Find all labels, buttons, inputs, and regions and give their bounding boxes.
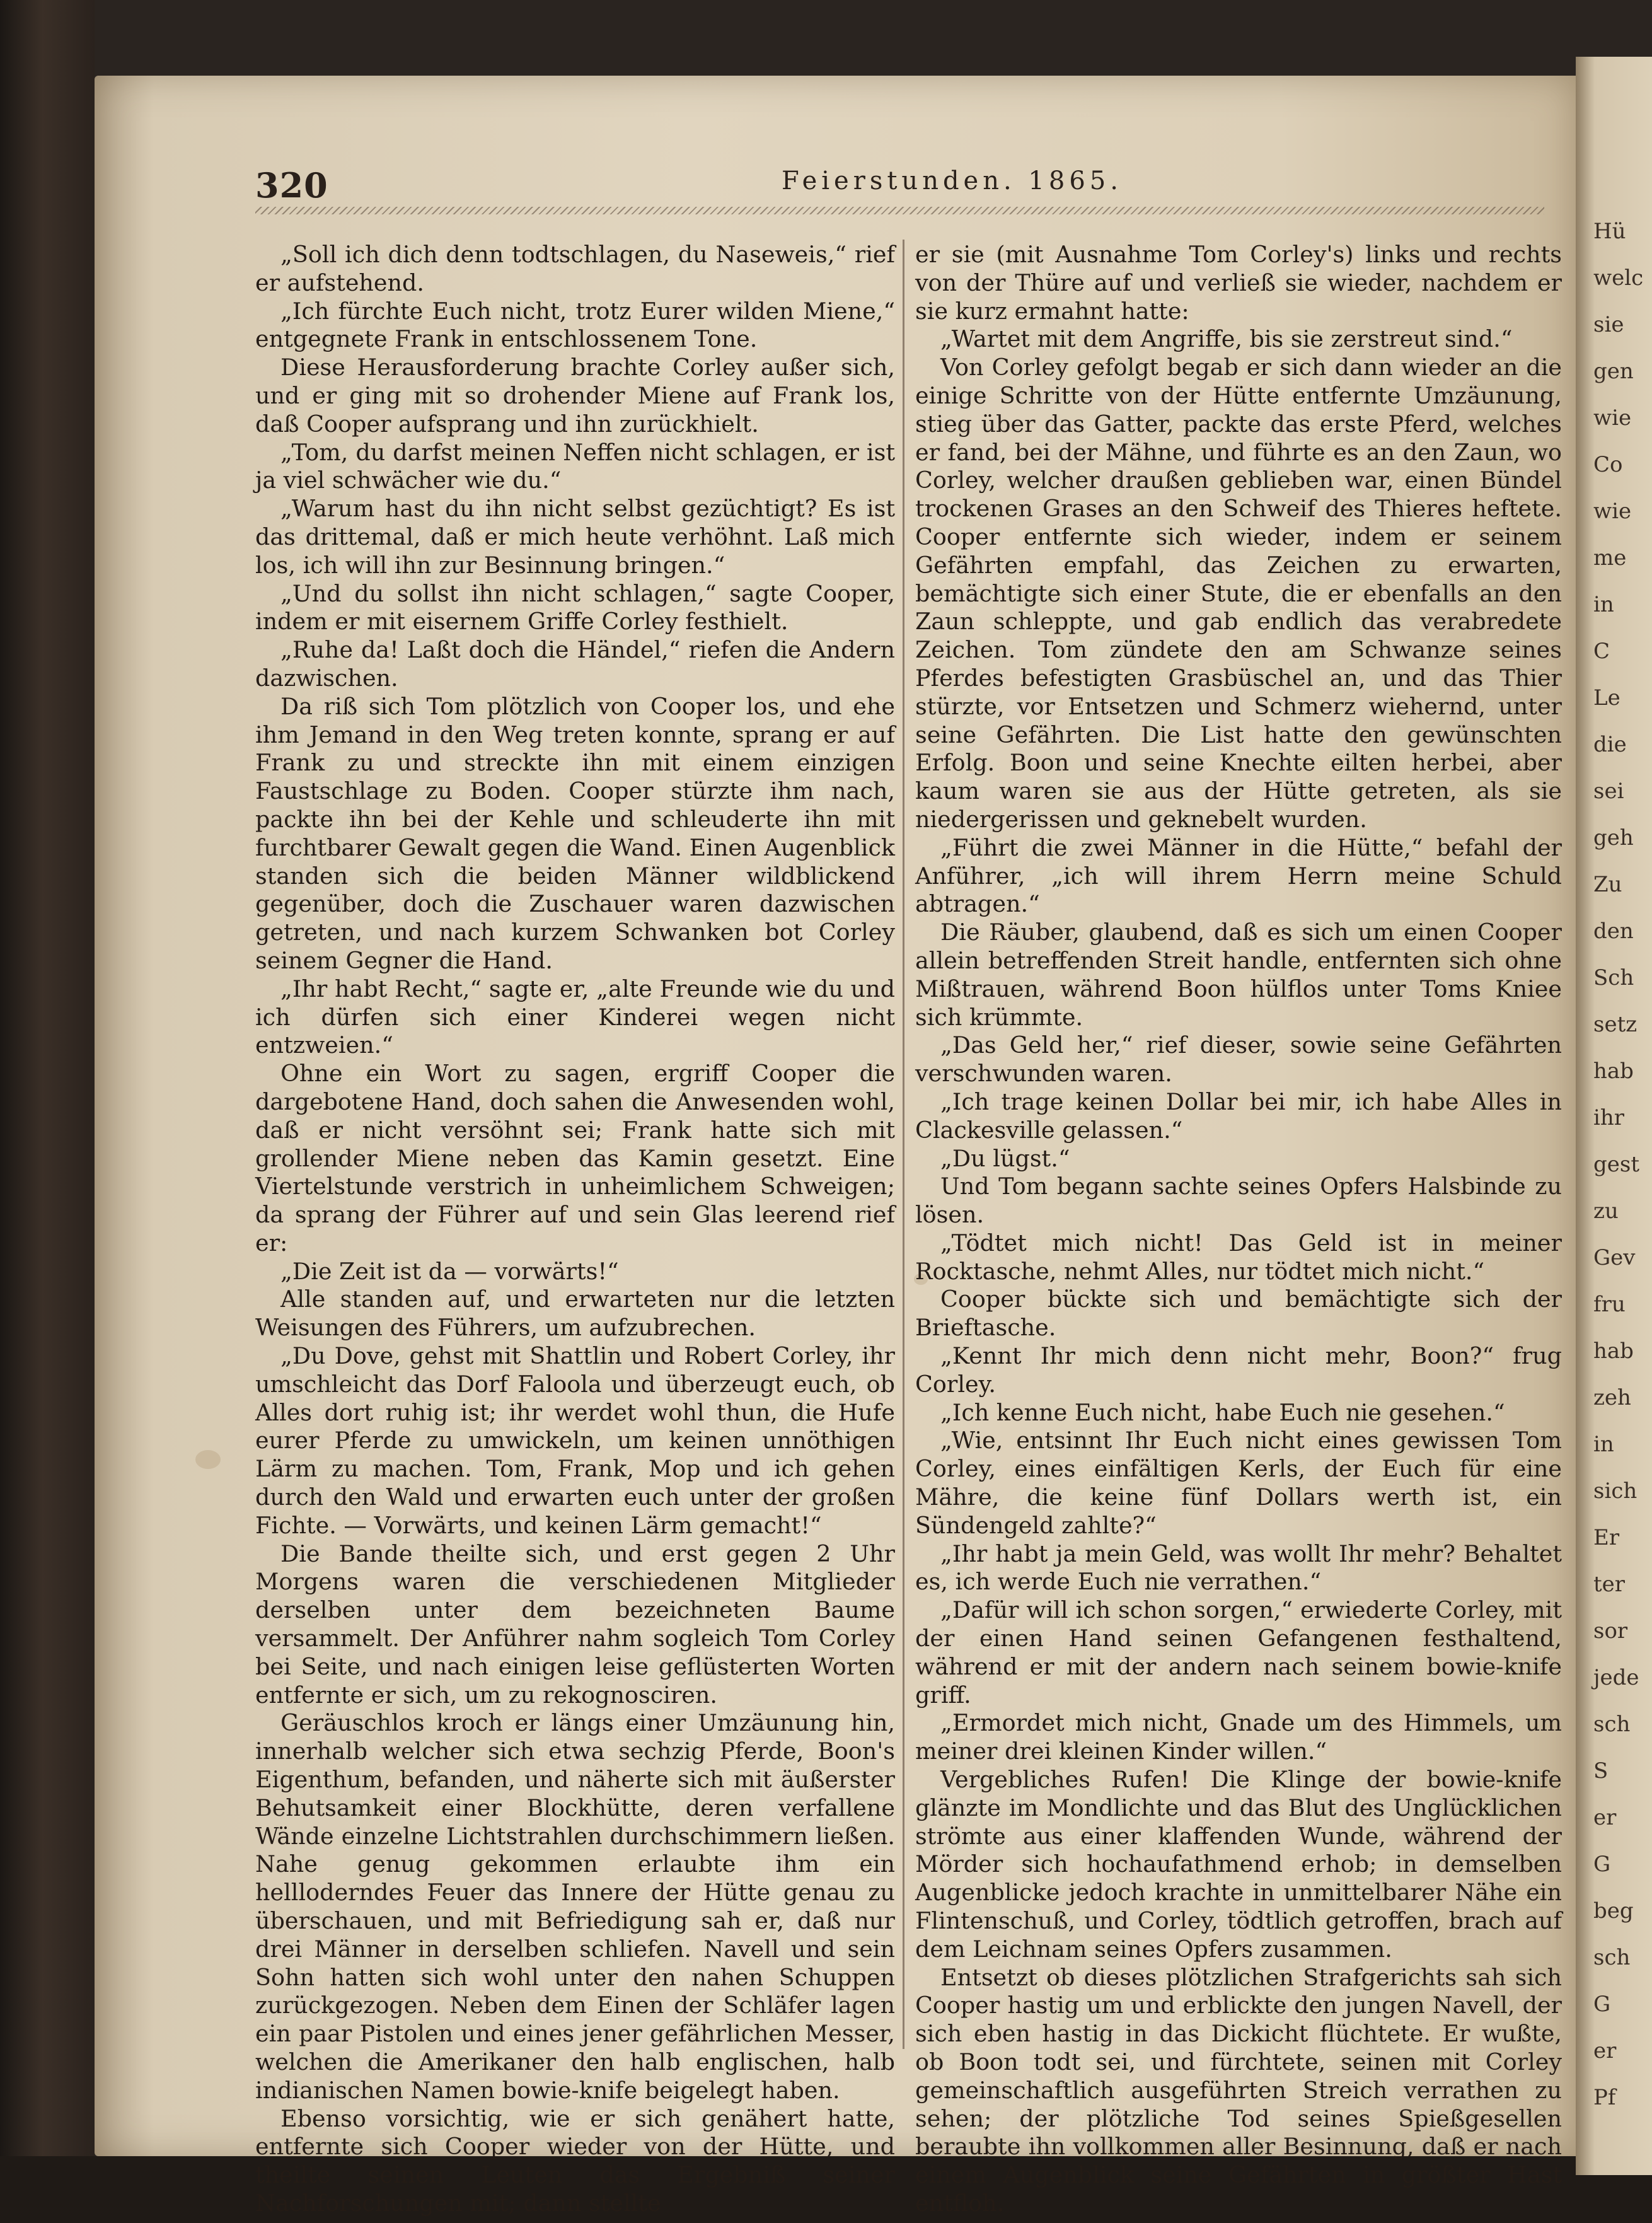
adjacent-page-fragment: G	[1593, 1852, 1611, 1877]
adjacent-page-fragment: wie	[1593, 405, 1632, 431]
adjacent-page-fragment: me	[1593, 545, 1627, 571]
adjacent-page-fragment: fru	[1593, 1292, 1626, 1317]
adjacent-page-fragment: die	[1593, 732, 1627, 757]
paragraph: „Die Zeit ist da — vorwärts!“	[280, 1257, 619, 1285]
adjacent-page-fragment: S	[1593, 1758, 1609, 1784]
adjacent-page-fragment: in	[1593, 592, 1614, 617]
adjacent-page-fragment: sch	[1593, 1945, 1631, 1970]
paragraph: „Tödtet mich nicht! Das Geld ist in meiner Rocktasche, nehmt Alles, nur tödtet mich nicht.“	[915, 1229, 1562, 1285]
adjacent-page-fragment: zu	[1593, 1199, 1619, 1224]
paragraph: „Dafür will ich schon sorgen,“ erwiederte Corley, mit der einen Hand seinen Gefangenen festhaltend, während er mit der andern nach seinem bowie-knife griff.	[915, 1596, 1562, 1709]
paragraph: „Ihr habt ja mein Geld, was wollt Ihr mehr? Behaltet es, ich werde Euch nie verrathen.“	[915, 1540, 1562, 1596]
adjacent-page-fragment: gest	[1593, 1152, 1639, 1177]
adjacent-page-fragment: sie	[1593, 312, 1624, 337]
paragraph: „Ich trage keinen Dollar bei mir, ich habe Alles in Clackesville gelassen.“	[915, 1088, 1562, 1144]
adjacent-page-fragment: hab	[1593, 1338, 1634, 1364]
adjacent-page-fragment: Le	[1593, 685, 1620, 711]
paragraph: Die Räuber, glaubend, daß es sich um einen Cooper allein betreffenden Streit handle, entfernten sich ohne Mißtrauen, während Boon hülflos unter Toms Kniee sich krümmte.	[915, 919, 1562, 1031]
paragraph: „Wartet mit dem Angriffe, bis sie zerstreut sind.“	[940, 325, 1513, 353]
adjacent-page-fragment: ihr	[1593, 1105, 1625, 1130]
adjacent-page-fragment: Er	[1593, 1525, 1620, 1550]
book-cover-left-edge	[0, 0, 95, 2223]
adjacent-page-fragment: er	[1593, 2038, 1617, 2063]
paper-stain	[195, 1450, 221, 1469]
paragraph: „Ich fürchte Euch nicht, trotz Eurer wilden Miene,“ entgegnete Frank in entschlossenem Tone.	[255, 297, 895, 353]
paragraph: Da riß sich Tom plötzlich von Cooper los, und ehe ihm Jemand in den Weg treten konnte, sprang er auf Frank zu und streckte ihn mit einem einzigen Faustschlage zu Boden. Cooper stürzte ihm nach, packte ihn bei der Kehle und schleuderte ihn mit furchtbarer Gewalt gegen die Wand. Einen Augenblick standen sich die beiden Männer wildblickend gegenüber, doch die Zuschauer waren dazwischen getreten, und nach kurzem Schwanken bot Corley seinem Gegner die Hand.	[255, 692, 895, 974]
paragraph: Diese Herausforderung brachte Corley außer sich, und er ging mit so drohender Miene auf Frank los, daß Cooper aufsprang und ihn zurückhielt.	[255, 354, 895, 438]
paragraph: Vergebliches Rufen! Die Klinge der bowie-knife glänzte im Mondlichte und das Blut des Unglücklichen strömte aus einer klaffenden Wunde, während der Mörder sich hochaufathmend erhob; in demselben Augenblicke jedoch krachte in unmittelbarer Nähe ein Flintenschuß, und Corley, tödtlich getroffen, brach auf dem Leichnam seines Opfers zusammen.	[915, 1766, 1562, 1963]
paragraph: „Du Dove, gehst mit Shattlin und Robert Corley, ihr umschleicht das Dorf Faloola und überzeugt euch, ob Alles dort ruhig ist; ihr werdet wohl thun, die Hufe eurer Pferde zu umwickeln, um keinen unnöthigen Lärm zu machen. Tom, Frank, Mop und ich gehen durch den Wald und erwarten euch unter der großen Fichte. — Vorwärts, und keinen Lärm gemacht!“	[255, 1342, 895, 1539]
paragraph: Entsetzt ob dieses plötzlichen Strafgerichts sah sich Cooper hastig um und erblickte den jungen Navell, der sich eben hastig in das Dickicht flüchtete. Er wußte, ob Boon todt sei, und fürchtete, seinen mit Corley gemeinschaftlich ausgeführten Streich verrathen zu sehen; der plötzliche Tod seines Spießgesellen beraubte ihn vollkommen aller Besinnung, daß er nach einem Augenblick seine Gefährten in größter Hast entfloh.	[915, 1963, 1562, 2217]
paragraph: „Kennt Ihr mich denn nicht mehr, Boon?“ frug Corley.	[915, 1342, 1562, 1398]
text-column-left	[255, 241, 895, 2217]
paragraph: „Soll ich dich denn todtschlagen, du Naseweis,“ rief er aufstehend.	[255, 241, 895, 296]
paragraph: Von Corley gefolgt begab er sich dann wieder an die einige Schritte von der Hütte entfernte Umzäunung, stieg über das Gatter, packte das erste Pferd, welches er fand, bei der Mähne, und führte es an den Zaun, wo Corley, welcher draußen geblieben war, einen Bündel trockenen Grases an den Schweif des Thieres heftete. Cooper entfernte sich wieder, indem er seinem Gefährten empfahl, das Zeichen zu erwarten, bemächtigte sich einer Stute, die er ebenfalls an den Zaun schleppte, und gab endlich das verabredete Zeichen. Tom zündete den am Schwanze seines Pferdes befestigten Grasbüschel an, und das Thier stürzte, vor Entsetzen und Schmerz wiehernd, unter seine Gefährten. Die List hatte den gewünschten Erfolg. Boon und seine Knechte eilten herbei, aber kaum waren sie aus der Hütte getreten, als sie niedergerissen und geknebelt wurden.	[915, 354, 1562, 833]
adjacent-page-fragment: den	[1593, 919, 1634, 944]
paragraph: „Ihr habt Recht,“ sagte er, „alte Freunde wie du und ich dürfen sich einer Kinderei wegen nicht entzweien.“	[255, 975, 895, 1059]
adjacent-page-fragment: zeh	[1593, 1385, 1631, 1410]
paragraph: Alle standen auf, und erwarteten nur die letzten Weisungen des Führers, um aufzubrechen.	[255, 1286, 895, 1342]
paragraph: „Warum hast du ihn nicht selbst gezüchtigt? Es ist das drittemal, daß er mich heute verhöhnt. Laß mich los, ich will ihn zur Besinnung bringen.“	[255, 495, 895, 579]
paragraph: „Und du sollst ihn nicht schlagen,“ sagte Cooper, indem er mit eisernem Griffe Corley festhielt.	[255, 579, 895, 636]
adjacent-page-edge	[1576, 57, 1652, 2175]
adjacent-page-fragment: geh	[1593, 825, 1634, 850]
adjacent-page-fragment: in	[1593, 1432, 1614, 1457]
adjacent-page-fragment: gen	[1593, 359, 1634, 384]
text-column-right	[915, 241, 1562, 2217]
page-number: 320	[255, 165, 328, 206]
paragraph: „Ruhe da! Laßt doch die Händel,“ riefen die Andern dazwischen.	[255, 636, 895, 692]
adjacent-page-fragment: sor	[1593, 1618, 1628, 1644]
paragraph: „Ich kenne Euch nicht, habe Euch nie gesehen.“	[940, 1398, 1505, 1426]
adjacent-page-fragment: welc	[1593, 265, 1644, 291]
adjacent-page-fragment: Pf	[1593, 2085, 1616, 2110]
adjacent-page-fragment: sch	[1593, 1712, 1631, 1737]
paragraph: er sie (mit Ausnahme Tom Corley's) links und rechts von der Thüre auf und verließ sie wieder, nachdem er sie kurz ermahnt hatte:	[915, 241, 1562, 325]
paragraph: Geräuschlos kroch er längs einer Umzäunung hin, innerhalb welcher sich etwa sechzig Pferde, Boon's Eigenthum, befanden, und näherte sich mit äußerster Behutsamkeit einer Blockhütte, deren verfallene Wände einzelne Lichtstrahlen durchschimmern ließen. Nahe genug gekommen erlaubte ihm ein hellloderndes Feuer das Innere der Hütte genau zu überschauen, und mit Befriedigung sah er, daß nur drei Männer in derselben schliefen. Navell und sein Sohn hatten sich wohl unter den nahen Schuppen zurückgezogen. Neben dem Einen der Schläfer lagen ein paar Pistolen und eines jener gefährlichen Messer, welchen die Amerikaner den halb englischen, halb indianischen Namen bowie-knife beigelegt haben.	[255, 1709, 895, 2104]
paragraph: „Tom, du darfst meinen Neffen nicht schlagen, er ist ja viel schwächer wie du.“	[255, 438, 895, 494]
adjacent-page-fragment: beg	[1593, 1898, 1634, 1924]
column-divider	[903, 240, 904, 2049]
adjacent-page-fragment: Gev	[1593, 1245, 1636, 1270]
adjacent-page-fragment: hab	[1593, 1059, 1634, 1084]
paragraph: Ebenso vorsichtig, wie er sich genähert hatte, entfernte sich Cooper wieder von der Hütte, und theilte seinen Leuten das Ergebniß seiner Nachforschungen mit; dann stellte	[255, 2104, 895, 2217]
adjacent-page-fragment: Co	[1593, 452, 1623, 477]
page-header	[255, 165, 1544, 206]
paragraph: „Das Geld her,“ rief dieser, sowie seine Gefährten verschwunden waren.	[915, 1031, 1562, 1088]
adjacent-page-fragment: Hü	[1593, 219, 1626, 244]
adjacent-page-fragment: Sch	[1593, 965, 1634, 990]
adjacent-page-fragment: sich	[1593, 1478, 1638, 1504]
running-title: Feierstunden. 1865.	[782, 166, 1123, 195]
paragraph: „Du lügst.“	[940, 1144, 1070, 1172]
paragraph: „Ermordet mich nicht, Gnade um des Himmels, um meiner drei kleinen Kinder willen.“	[915, 1709, 1562, 1765]
adjacent-page-fragment: sei	[1593, 779, 1624, 804]
paragraph: „Wie, entsinnt Ihr Euch nicht eines gewissen Tom Corley, eines einfältigen Kerls, der Euch für eine Mähre, die keine fünf Dollars werth ist, ein Sündengeld zahlte?“	[915, 1427, 1562, 1539]
adjacent-page-fragment: er	[1593, 1805, 1617, 1830]
paragraph: „Führt die zwei Männer in die Hütte,“ befahl der Anführer, „ich will ihrem Herrn meine Schuld abtragen.“	[915, 833, 1562, 918]
adjacent-page-fragment: setz	[1593, 1012, 1638, 1037]
adjacent-page-fragment: G	[1593, 1992, 1611, 2017]
paragraph: Cooper bückte sich und bemächtigte sich der Brieftasche.	[915, 1286, 1562, 1342]
paragraph: Und Tom begann sachte seines Opfers Halsbinde zu lösen.	[915, 1173, 1562, 1229]
header-rule	[255, 207, 1544, 214]
adjacent-page-fragment: ter	[1593, 1572, 1626, 1597]
adjacent-page-fragment: jede	[1593, 1665, 1639, 1690]
adjacent-page-fragment: Zu	[1593, 872, 1622, 897]
adjacent-page-fragment: wie	[1593, 499, 1632, 524]
paragraph: Die Bande theilte sich, und erst gegen 2 Uhr Morgens waren die verschiedenen Mitglieder derselben unter dem bezeichneten Baume versammelt. Der Anführer nahm sogleich Tom Corley bei Seite, und nach einigen leise geflüsterten Worten entfernte er sich, um zu rekognosciren.	[255, 1540, 895, 1709]
adjacent-page-fragment: C	[1593, 639, 1610, 664]
paragraph: Ohne ein Wort zu sagen, ergriff Cooper die dargebotene Hand, doch sahen die Anwesenden wohl, daß er nicht versöhnt sei; Frank hatte sich mit grollender Miene neben das Kamin gesetzt. Eine Viertelstunde verstrich in unheimlichem Schweigen; da sprang der Führer auf und sein Glas leerend rief er:	[255, 1060, 895, 1257]
